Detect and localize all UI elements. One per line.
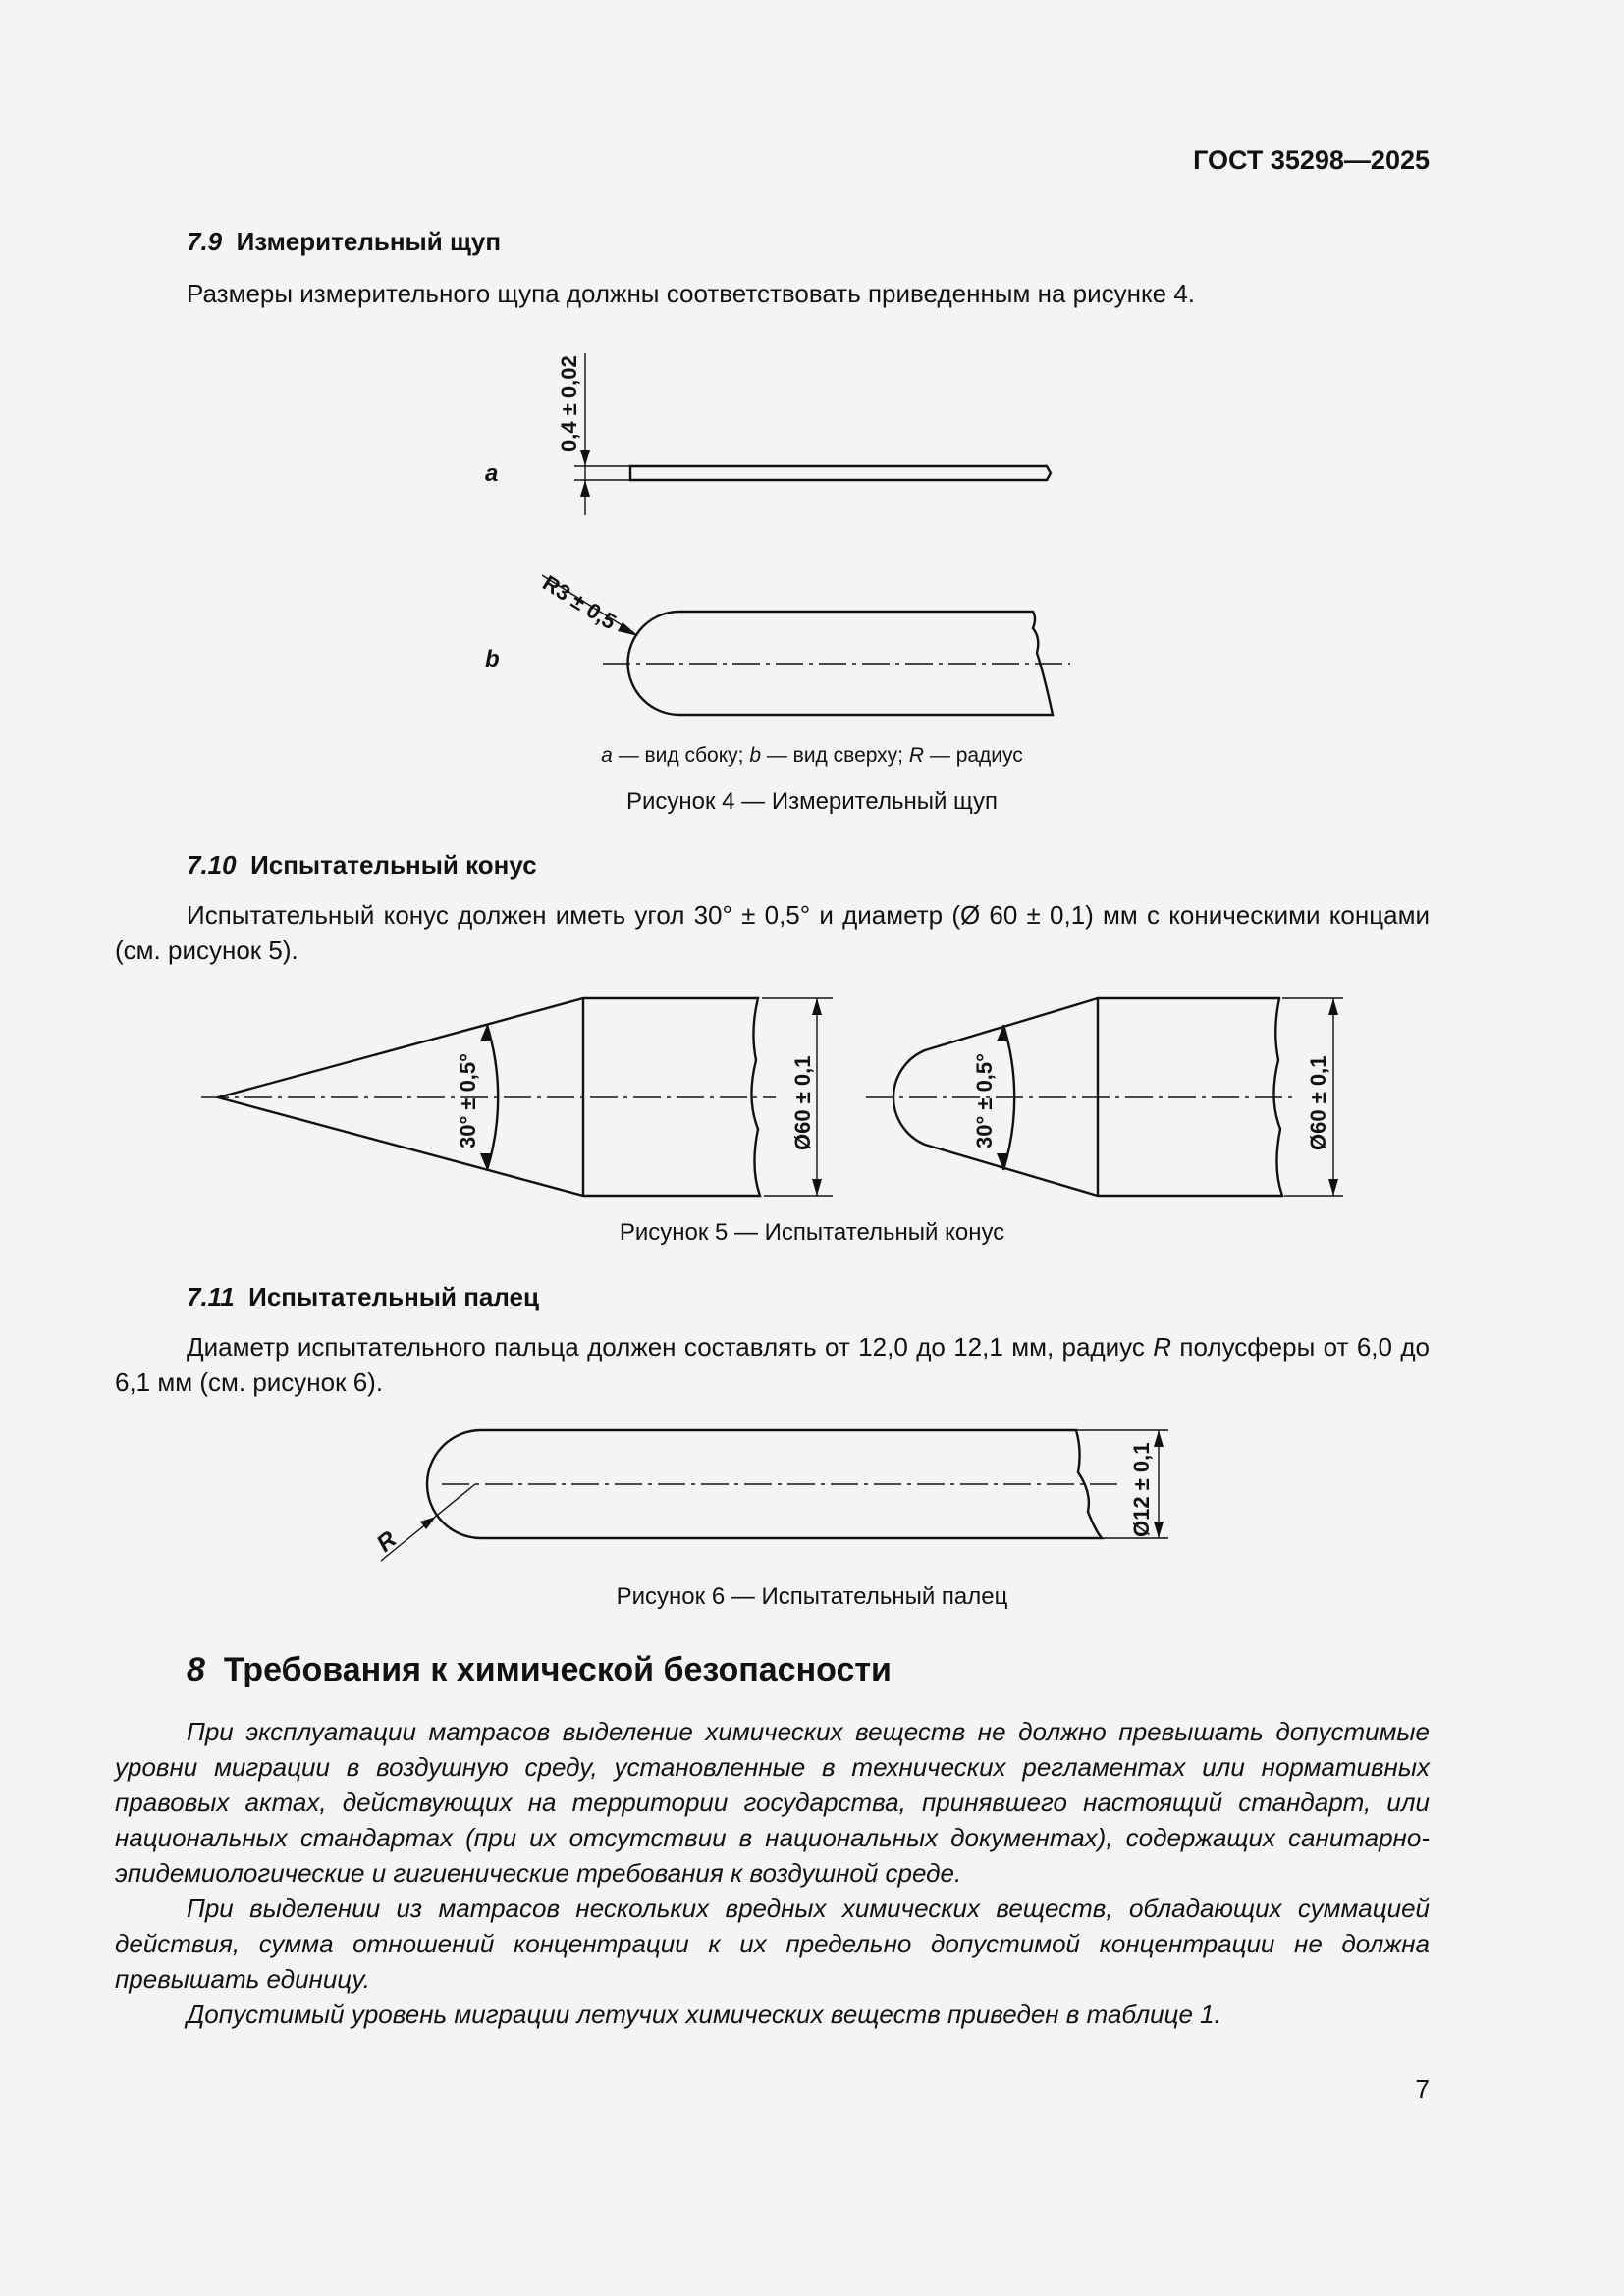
finger-text-part1: Диаметр испытательного пальца должен составлять от 12,0 до 12,1 мм, радиус — [187, 1332, 1154, 1362]
section-number: 7.10 — [187, 850, 237, 880]
section-number: 7.11 — [187, 1282, 235, 1311]
legend-a-symbol: a — [601, 744, 613, 767]
dimension-thickness: 0,4 ± 0,02 — [557, 355, 581, 452]
section-8-paragraph-2: При выделении из матрасов нескольких вредных химических веществ, обладающих суммацией действия, сумма отношений концентрации к их предельно допустимой концентрации не должна превышать единицу. — [115, 1894, 1430, 1994]
section-title: Измерительный щуп — [236, 227, 502, 256]
section-title: Испытательный палец — [248, 1282, 539, 1311]
legend-r-symbol: R — [908, 744, 925, 767]
diameter-right-label: Ø60 ± 0,1 — [1306, 1055, 1330, 1150]
legend-b-text: — вид сверху; — [761, 744, 909, 767]
section-8-heading — [187, 1651, 892, 1689]
legend-a-text: — вид сбоку; — [612, 744, 750, 767]
figure-6-caption: Рисунок 6 — Испытательный палец — [616, 1583, 1008, 1610]
section-8-paragraph-1: При эксплуатации матрасов выделение химических веществ не должно превышать допустимые уровни миграции в воздушную среду, установленные в технических регламентах или нормативных правовых актах, действующих на территории государства, принявшего настоящий стандарт, или национальных стандартах (при их отсутствии в национальных документах), содержащих санитарно-эпидемиологические и гигиенические требования к воздушной среде. — [115, 1717, 1430, 1888]
angle-left-label: 30° ± 0,5° — [456, 1053, 480, 1148]
section-number: 7.9 — [187, 227, 223, 256]
angle-right-label: 30° ± 0,5° — [972, 1053, 997, 1148]
section-title: Испытательный конус — [250, 850, 537, 880]
document-code: ГОСТ 35298—2025 — [1193, 145, 1430, 175]
diameter-label: Ø12 ± 0,1 — [1129, 1442, 1154, 1537]
finger-text-r: R — [1153, 1332, 1172, 1362]
section-title: Требования к химической безопасности — [223, 1651, 892, 1688]
radius-label: R — [371, 1525, 403, 1558]
diameter-left-label: Ø60 ± 0,1 — [790, 1055, 815, 1150]
section-7-10-text: Испытательный конус должен иметь угол 30° ± 0,5° и диаметр (Ø 60 ± 0,1) мм с коническими концами (см. рисунок 5). — [115, 900, 1430, 965]
view-b-label: b — [485, 646, 500, 672]
figure-5-caption: Рисунок 5 — Испытательный конус — [619, 1219, 1005, 1246]
section-7-9-text: Размеры измерительного щупа должны соответствовать приведенным на рисунке 4. — [187, 279, 1195, 308]
dimension-radius: R3 ± 0,5 — [538, 570, 621, 635]
section-number: 8 — [187, 1651, 205, 1688]
section-8-paragraph-3: Допустимый уровень миграции летучих химических веществ приведен в таблице 1. — [187, 2000, 1221, 2029]
legend-b-symbol: b — [749, 744, 761, 767]
view-a-label: a — [485, 460, 499, 487]
page-number: 7 — [1415, 2074, 1430, 2104]
figure-4-caption: Рисунок 4 — Измерительный щуп — [625, 788, 999, 815]
finger-text-part2: полусферы от 6,0 до 6,1 мм (см. рисунок 6). — [115, 1332, 1430, 1397]
legend-r-text: — радиус — [924, 744, 1023, 767]
